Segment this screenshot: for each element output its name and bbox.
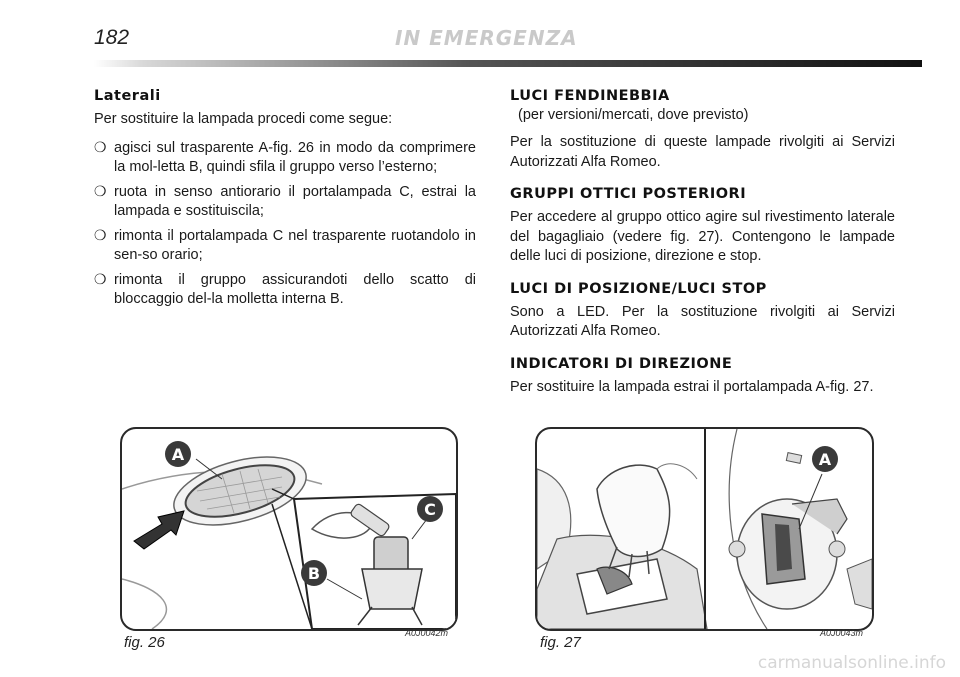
section-title: IN EMERGENZA [395, 26, 578, 50]
heading-fog-lights: LUCI FENDINEBBIA [510, 88, 670, 104]
bullet-icon: ❍ [94, 271, 107, 288]
fog-text: Per la sostituzione di queste lampade rivolgiti ai Servizi Autorizzati Alfa Romeo. [510, 134, 895, 170]
figure-26-illustration [120, 427, 458, 631]
callout-a [165, 441, 191, 467]
heading-indicators: INDICATORI DI DIREZIONE [510, 355, 733, 372]
list-item [94, 183, 476, 222]
header-rule [94, 60, 922, 67]
figure-26-caption: fig. 26 [124, 634, 165, 651]
callout-a-fig27 [812, 446, 838, 472]
fog-note: (per versioni/mercati, dove previsto) [518, 107, 749, 123]
list-item [94, 271, 476, 310]
heading-laterali: Laterali [94, 88, 161, 104]
heading-rear-lights: GRUPPI OTTICI POSTERIORI [510, 186, 747, 202]
bullet-icon: ❍ [94, 139, 107, 156]
stop-section [510, 281, 895, 342]
step-text: rimonta il gruppo assicurandoti dello scatto di bloccaggio del-la molletta interna B. [114, 271, 476, 307]
page-number: 182 [94, 26, 130, 49]
heading-stop-lights: LUCI DI POSIZIONE/LUCI STOP [510, 280, 767, 297]
figure-27-code: A0J0043m [820, 628, 864, 638]
step-text: agisci sul trasparente A-fig. 26 in modo da comprimere la mol-letta B, quindi sfila il gruppo verso l’esterno; [114, 139, 476, 175]
rear-section [510, 186, 895, 267]
step-text: rimonta il portalampada C nel trasparente ruotandolo in sen-so orario; [114, 227, 476, 263]
watermark: carmanualsonline.info [757, 653, 946, 673]
intro-text: Per sostituire la lampada procedi come segue: [94, 111, 393, 127]
figure-27-illustration [535, 427, 874, 631]
left-column [94, 88, 476, 315]
indicators-section [510, 356, 895, 398]
callout-c-label: C [424, 500, 436, 519]
step-text: ruota in senso antiorario il portalampada C, estrai la lampada e sostituiscila; [114, 183, 476, 219]
list-item [94, 227, 476, 266]
side-lamp-drawing [122, 429, 456, 629]
right-column [510, 88, 895, 411]
figure-27-caption: fig. 27 [540, 634, 581, 651]
callout-c [417, 496, 443, 522]
callout-a-label: A [171, 445, 185, 464]
callout-a-fig27-label: A [818, 450, 832, 469]
stop-text: Sono a LED. Per la sostituzione rivolgiti ai Servizi Autorizzati Alfa Romeo. [510, 303, 895, 339]
rear-lamp-drawing [537, 429, 872, 629]
list-item [94, 139, 476, 178]
figure-26-code: A0J0042m [405, 628, 449, 638]
callout-b-label: B [307, 564, 321, 583]
rear-text: Per accedere al gruppo ottico agire sul rivestimento laterale del bagagliaio (vedere fig. 27). Contengono le lampade delle luci di posizione, direzione e stop. [510, 209, 895, 264]
bullet-icon: ❍ [94, 183, 107, 200]
steps-list [94, 139, 476, 310]
fog-section [510, 88, 895, 172]
bullet-icon: ❍ [94, 227, 107, 244]
callout-b [301, 560, 327, 586]
indicators-text: Per sostituire la lampada estrai il portalampada A-fig. 27. [510, 378, 874, 395]
